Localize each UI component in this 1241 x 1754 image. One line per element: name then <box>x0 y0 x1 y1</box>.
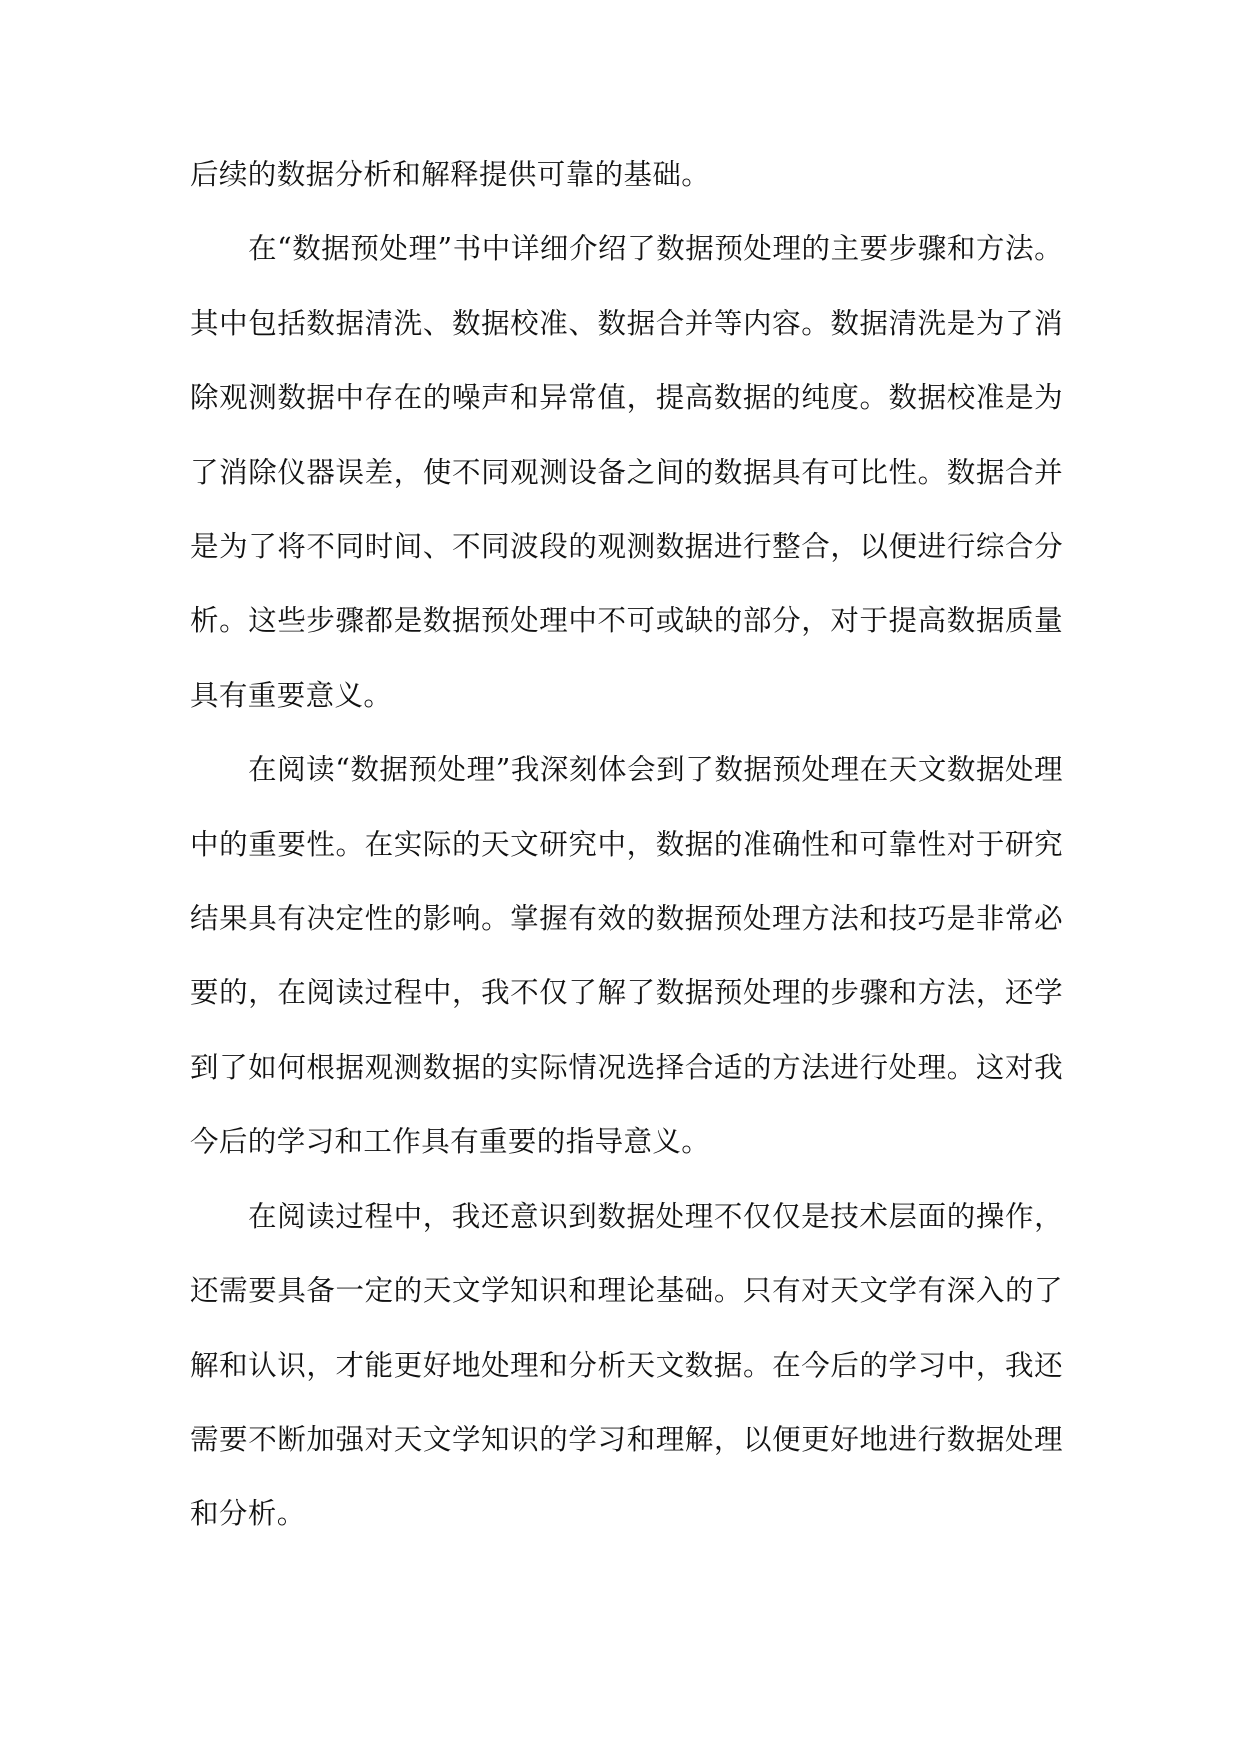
paragraph-continued: 后续的数据分析和解释提供可靠的基础。 <box>190 158 711 191</box>
paragraph-preprocessing-steps: 在“数据预处理”书中详细介绍了数据预处理的主要步骤和方法。其中包括数据清洗、数据校准、数据合并等内容。数据清洗是为了消除观测数据中存在的噪声和异常值，提高数据的纯度。数据校准是为了消除仪器误差，使不同观测设备之间的数据具有可比性。数据合并是为了将不同时间、不同波段的观测数据进行整合，以便进行综合分析。这些步骤都是数据预处理中不可或缺的部分，对于提高数据质量具有重要意义。 <box>190 232 1063 712</box>
document-body <box>190 138 1063 1552</box>
paragraph-importance: 在阅读“数据预处理”我深刻体会到了数据预处理在天文数据处理中的重要性。在实际的天文研究中，数据的准确性和可靠性对于研究结果具有决定性的影响。掌握有效的数据预处理方法和技巧是非常必要的，在阅读过程中，我不仅了解了数据预处理的步骤和方法，还学到了如何根据观测数据的实际情况选择合适的方法进行处理。这对我今后的学习和工作具有重要的指导意义。 <box>190 753 1063 1159</box>
paragraph-astronomy-knowledge: 在阅读过程中，我还意识到数据处理不仅仅是技术层面的操作，还需要具备一定的天文学知识和理论基础。只有对天文学有深入的了解和认识，才能更好地处理和分析天文数据。在今后的学习中，我还需要不断加强对天文学知识的学习和理解，以便更好地进行数据处理和分析。 <box>190 1199 1063 1531</box>
